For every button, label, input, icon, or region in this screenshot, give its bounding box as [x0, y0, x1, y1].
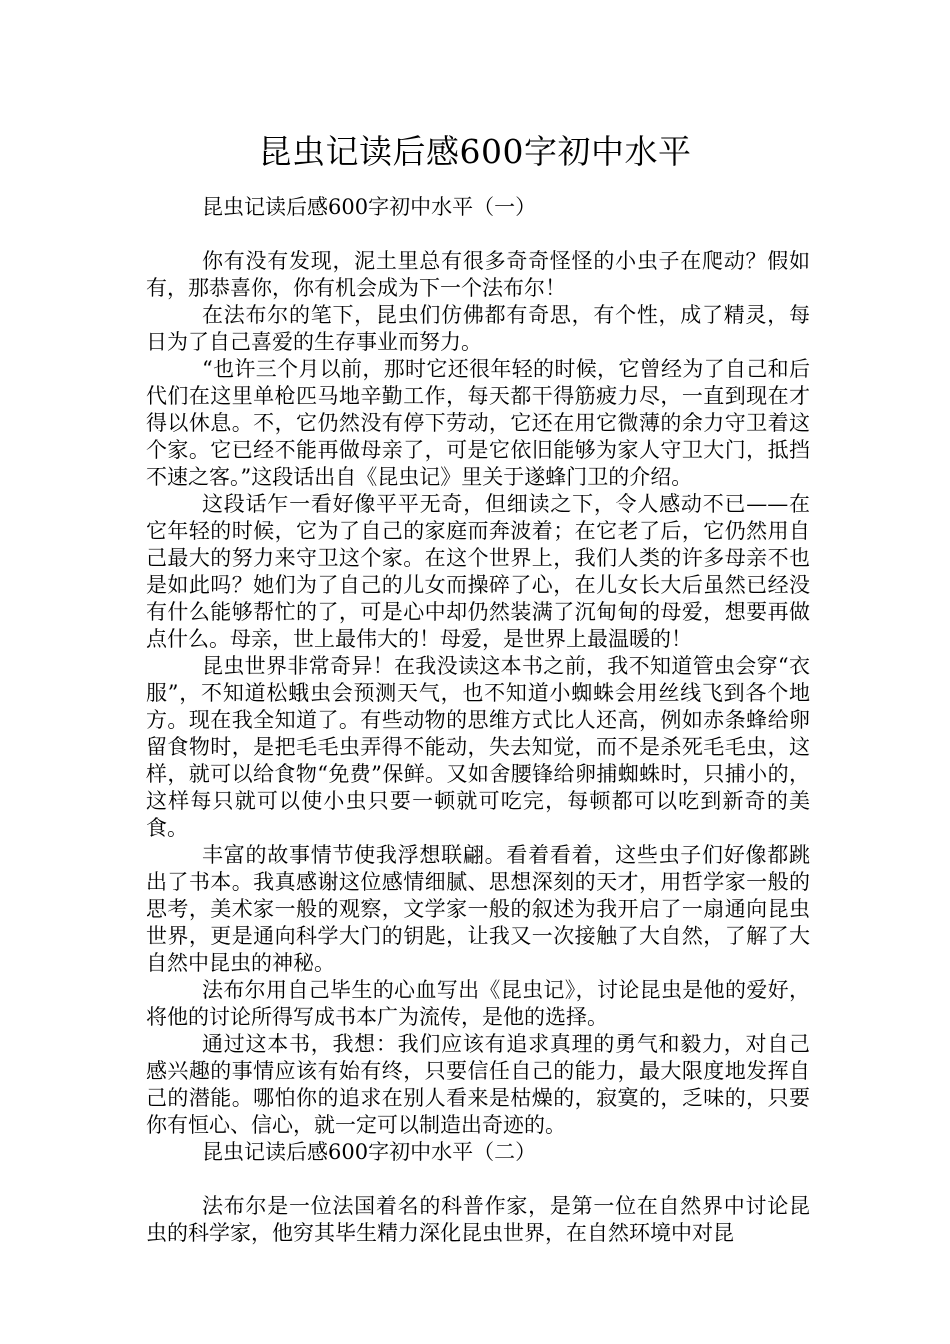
paragraph: 法布尔是一位法国着名的科普作家，是第一位在自然界中讨论昆虫的科学家，他穷其毕生精力深化昆虫世界，在自然环境中对昆: [146, 1194, 810, 1245]
paragraph: “也许三个月以前，那时它还很年轻的时候，它曾经为了自己和后代们在这里单枪匹马地辛勤工作，每天都干得筋疲力尽，一直到现在才得以休息。不，它仍然没有停下劳动，它还在用它微薄的余力守卫着这个家。它已经不能再做母亲了，可是它依旧能够为家人守卫大门，抵挡不速之客。”这段话出自《昆虫记》里关于遂蜂门卫的介绍。: [146, 357, 810, 489]
paragraph: 在法布尔的笔下，昆虫们仿佛都有奇思，有个性，成了精灵，每日为了自己喜爱的生存事业而努力。: [146, 303, 810, 354]
paragraph: 你有没有发现，泥土里总有很多奇奇怪怪的小虫子在爬动？假如有，那恭喜你，你有机会成为下一个法布尔！: [146, 249, 810, 300]
section-heading-1: 昆虫记读后感600字初中水平（一）: [202, 195, 537, 219]
section-heading-2: 昆虫记读后感600字初中水平（二）: [202, 1140, 537, 1164]
paragraph: 昆虫世界非常奇异！在我没读这本书之前，我不知道管虫会穿“衣服”，不知道松蛾虫会预测天气，也不知道小蜘蛛会用丝线飞到各个地方。现在我全知道了。有些动物的思维方式比人还高，例如赤条蜂给卵留食物时，是把毛毛虫弄得不能动，失去知觉，而不是杀死毛毛虫，这样，就可以给食物“免费”保鲜。又如舍腰锋给卵捕蜘蛛时，只捕小的，这样每只就可以使小虫只要一顿就可吃完，每顿都可以吃到新奇的美食。: [146, 654, 810, 840]
paragraph: 通过这本书，我想：我们应该有追求真理的勇气和毅力，对自己感兴趣的事情应该有始有终，只要信任自己的能力，最大限度地发挥自己的潜能。哪怕你的追求在别人看来是枯燥的，寂寞的，乏味的，只要你有恒心、信心，就一定可以制造出奇迹的。: [146, 1032, 810, 1137]
paragraph: 丰富的故事情节使我浮想联翩。看着看着，这些虫子们好像都跳出了书本。我真感谢这位感情细腻、思想深刻的天才，用哲学家一般的思考，美术家一般的观察，文学家一般的叙述为我开启了一扇通向昆虫世界，更是通向科学大门的钥匙，让我又一次接触了大自然，了解了大自然中昆虫的神秘。: [146, 843, 810, 975]
document-body: [146, 194, 810, 1247]
paragraph: 这段话乍一看好像平平无奇，但细读之下，令人感动不已——在它年轻的时候，它为了自己的家庭而奔波着；在它老了后，它仍然用自己最大的努力来守卫这个家。在这个世界上，我们人类的许多母亲不也是如此吗？她们为了自己的儿女而操碎了心，在儿女长大后虽然已经没有什么能够帮忙的了，可是心中却仍然装满了沉甸甸的母爱，想要再做点什么。母亲，世上最伟大的！母爱，是世界上最温暖的！: [146, 492, 810, 651]
paragraph: 法布尔用自己毕生的心血写出《昆虫记》，讨论昆虫是他的爱好，将他的讨论所得写成书本广为流传，是他的选择。: [146, 978, 810, 1029]
page-title: 昆虫记读后感600字初中水平: [258, 132, 692, 171]
